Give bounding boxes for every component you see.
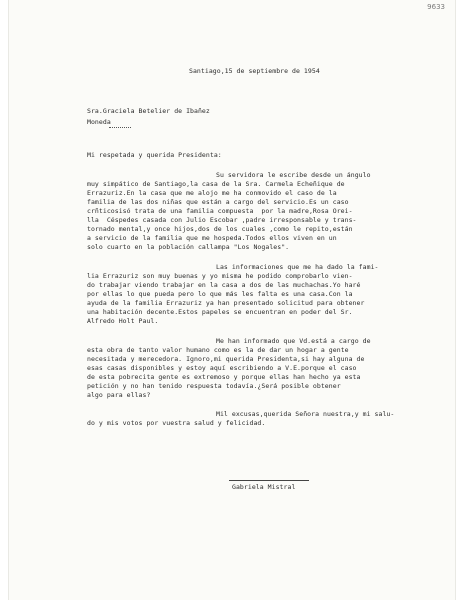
paragraph-2-line: Las informaciones que me ha dado la fami- <box>216 263 379 271</box>
paragraph-3-line: petición y no han tenido respuesta todavía.¿Será posible obtener <box>87 382 341 390</box>
closing-line: Mil excusas,querida Señora nuestra,y mi salu- <box>216 410 395 418</box>
date-line: Santiago,15 de septiembre de 1954 <box>189 67 320 75</box>
paragraph-3-line: necesitada y merecedora. Ignoro,mi querida Presidenta,si hay alguna de <box>87 355 365 363</box>
paragraph-1-line: muy simpático de Santiago,la casa de la Sra. Carmela Echeñique de <box>87 180 345 188</box>
paragraph-1-line: familia de las dos niñas que están a cargo del servicio.Es un caso <box>87 198 349 206</box>
paragraph-3-line: algo para ellas? <box>87 391 151 399</box>
salutation: Mi respetada y querida Presidenta: <box>87 151 222 159</box>
recipient-city: Moneda <box>87 118 111 126</box>
paragraph-2-line: ayuda de la familia Errazuriz ya han presentado solicitud para obtener <box>87 299 365 307</box>
paragraph-1-line: crñticosisó trata de una familia compuesta por la madre,Rosa Orei- <box>87 207 353 215</box>
paragraph-3-line: esas casas disponibles y estoy aquí escribiendo a V.E.porque el caso <box>87 364 357 372</box>
paragraph-1-line: a servicio de la familia que me hospeda.Todos ellos viven en un <box>87 234 337 242</box>
paragraph-1-line: tornado mental,y once hijos,dos de los cuales ,como le repito,están <box>87 225 353 233</box>
recipient-city-underline <box>109 127 131 128</box>
paragraph-2-line: do trabajar viendo trabajar en la casa a dos de las muchachas.Yo haré <box>87 281 361 289</box>
paragraph-1-line: solo cuarto en la población callampa "Los Nogales". <box>87 243 290 251</box>
paragraph-3-line: esta obra de tanto valor humano como es la de dar un hogar a gente <box>87 346 349 354</box>
recipient-name: Sra.Graciela Betelier de Ibañez <box>87 107 210 115</box>
signature: Gabriela Mistral <box>232 483 296 491</box>
archive-number: 9633 <box>427 3 445 11</box>
paragraph-1-line: Su servidora le escribe desde un ángulo <box>216 171 371 179</box>
paragraph-3-line: de esta pobrecita gente es extremoso y porque ellas han hecho ya esta <box>87 373 361 381</box>
paragraph-3-line: Me han informado que Vd.está a cargo de <box>216 337 371 345</box>
paragraph-1-line: lla Céspedes casada con Julio Escobar ,padre irresponsable y trans- <box>87 216 357 224</box>
paragraph-2-line: una habitación decente.Estos papeles se encuentran en poder del Sr. <box>87 308 353 316</box>
letter-page <box>8 0 456 600</box>
closing-line: do y mis votos por vuestra salud y felicidad. <box>87 419 266 427</box>
paragraph-2-line: lia Errazuriz son muy buenas y yo misma he podido comprobarlo vien- <box>87 272 353 280</box>
paragraph-2-line: por ellas lo que pueda pero lo que más les falta es una casa.Con la <box>87 290 353 298</box>
paragraph-1-line: Errazuriz.En la casa que me alojo me ha conmovido el caso de la <box>87 189 337 197</box>
signature-line <box>229 480 309 481</box>
paragraph-2-line: Alfredo Holt Paul. <box>87 317 159 325</box>
